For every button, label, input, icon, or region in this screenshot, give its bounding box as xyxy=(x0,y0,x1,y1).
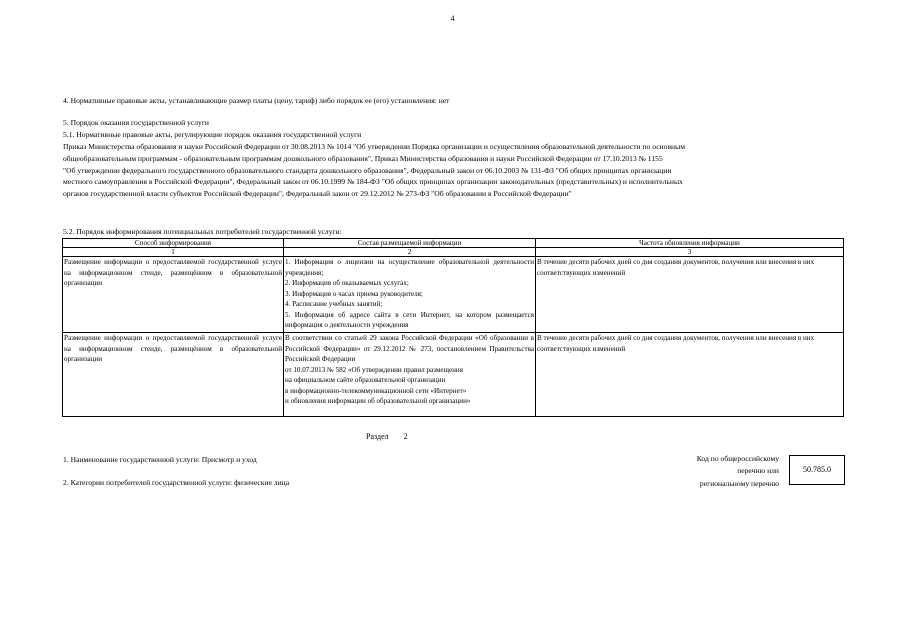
service-name: 1. Наименование государственной услуги: Присмотр и уход xyxy=(63,455,257,464)
table-number-row xyxy=(63,248,844,257)
column-number: 1 xyxy=(63,248,284,257)
table-header-row xyxy=(63,239,844,248)
content-cell: В соответствии со статьей 29 закона Российской Федерации «Об образовании в Российской Федерации» от 29.12.2012 № 273, постановлением Правительства Российской Федерации от 10.07.2013 № 582 «Об утверждении правил размещения на официальном сайте образовательной организации в информационно-телекоммуникационной сети «Интернет» и обновления информации об образовательной организации» xyxy=(284,333,536,417)
section-heading xyxy=(366,432,408,441)
table-row xyxy=(63,257,844,333)
method-cell: Размещение информации о предоставляемой государственной услуге на информационном стенде, размещённом в образовательной организации xyxy=(63,333,284,417)
section-label: Раздел xyxy=(366,432,389,441)
consumer-categories: 2. Категории потребителей государственной услуги: физические лица xyxy=(63,478,290,487)
table-row xyxy=(63,333,844,417)
item-4-fees: 4. Нормативные правовые акты, устанавливающие размер платы (цену, тариф) либо порядок ее (его) установления: нет xyxy=(63,96,450,105)
column-number: 3 xyxy=(536,248,844,257)
header-method: Способ информирования xyxy=(63,239,284,248)
regulatory-acts-text: Приказ Министерства образования и науки Российской Федерации от 30.08.2013 № 1014 "Об утверждении Порядка организации и осуществления образовательной деятельности по основным общеобразовательным программам - образовательным программам дошкольного образования", Приказ Министерства образования и науки Российской Федерации от 17.10.2013 № 1155 "Об утверждении федерального государственного образовательного стандарта дошкольного образования", Федеральный закон от 06.10.2003 № 131-ФЗ "Об общих принципах организации местного самоуправления в Российской Федерации", Федеральный закон от 06.10.1999 № 184-ФЗ "Об общих принципах организации законодательных (представительных) и исполнительных органов государственной власти субъектов Российской Федерации", Федеральный закон от 29.12.2012 № 273-ФЗ "Об образовании в Российской Федерации" xyxy=(63,142,686,199)
header-frequency: Частота обновления информации xyxy=(536,239,844,248)
column-number: 2 xyxy=(284,248,536,257)
header-content: Состав размещаемой информации xyxy=(284,239,536,248)
item-5-2-heading: 5.2. Порядок информирования потенциальных потребителей государственной услуги: xyxy=(63,227,342,236)
informing-table xyxy=(62,238,844,417)
code-value-box: 50.785.0 xyxy=(789,455,845,485)
method-cell: Размещение информации о предоставляемой государственной услуге на информационном стенде, размещённом в образовательной организации xyxy=(63,257,284,333)
code-label: Код по общероссийскому перечню или региональному перечню xyxy=(696,454,779,488)
content-cell: 1. Информация о лицензии на осуществление образовательной деятельности учреждения; 2. Информация об оказываемых услугах; 3. Информация о часах приема руководителя; 4. Расписание учебных занятий; 5. Информация об адресе сайта в сети Интернет, на котором размещается информация о деятельности учреждения xyxy=(284,257,536,333)
frequency-cell: В течение десяти рабочих дней со дня создания документов, получения или внесения в них соответствующих изменений xyxy=(536,257,844,333)
section-number: 2 xyxy=(403,432,408,441)
page-number: 4 xyxy=(450,14,455,23)
item-5-1-heading: 5.1. Нормативные правовые акты, регулирующие порядок оказания государственной услуги xyxy=(63,130,362,139)
item-5-heading: 5. Порядок оказания государственной услуги xyxy=(63,118,209,127)
frequency-cell: В течение десяти рабочих дней со дня создания документов, получения или внесения в них соответствующих изменений xyxy=(536,333,844,417)
